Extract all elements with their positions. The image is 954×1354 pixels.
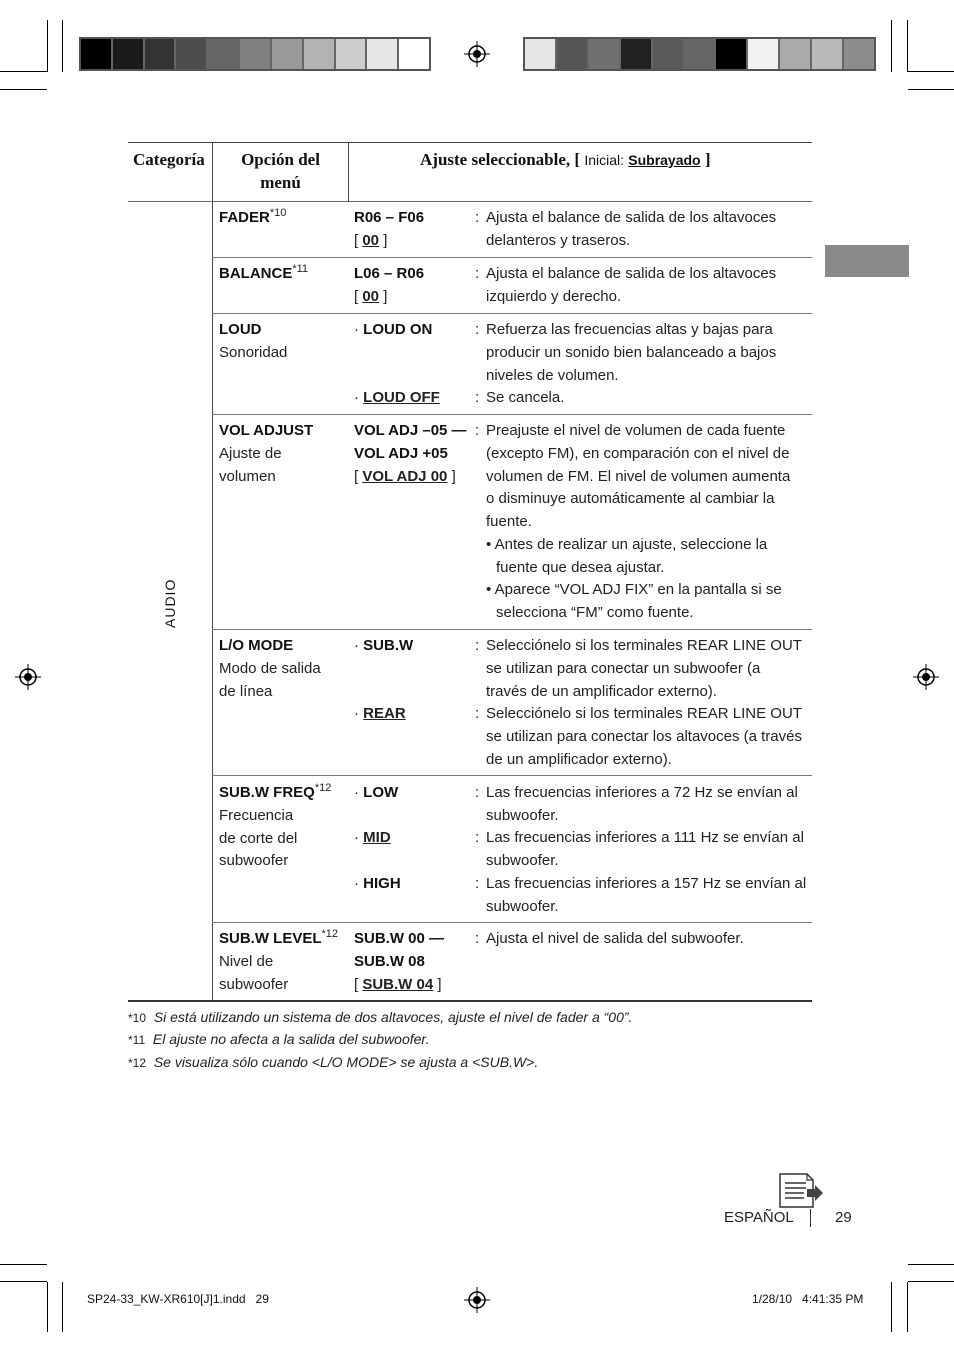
color-swatch	[272, 39, 304, 69]
table-top-border	[128, 142, 812, 143]
row-divider	[212, 922, 812, 923]
row-divider	[212, 257, 812, 258]
color-swatch	[145, 39, 177, 69]
low-description	[486, 782, 808, 828]
crop-mark	[908, 71, 954, 72]
option-subtitle: de corte del	[219, 829, 298, 847]
colon: :	[475, 705, 480, 722]
loud-off-option: · LOUD OFF	[354, 389, 440, 406]
desc-line: Las frecuencias inferiores a 157 Hz se envían al	[486, 875, 807, 892]
color-swatch	[589, 39, 621, 69]
column-divider	[348, 142, 349, 202]
setting-option: LOW	[363, 784, 399, 801]
option-name: SUB.W FREQ	[219, 784, 315, 801]
desc-line: Selecciónelo si los terminales REAR LINE OUT	[486, 705, 802, 722]
desc-line: volumen de FM. El nivel de volumen aumenta	[486, 467, 791, 485]
desc-line: o disminuye automáticamente al cambiar la	[486, 490, 775, 508]
option-subw-level	[219, 928, 338, 996]
option-subtitle: Modo de salida	[219, 659, 321, 677]
crop-mark	[908, 1264, 954, 1265]
color-swatch	[621, 39, 653, 69]
setting-default: 00	[362, 287, 380, 305]
option-subtitle: volumen	[219, 467, 276, 485]
crop-mark	[0, 1264, 47, 1265]
color-swatch	[685, 39, 717, 69]
header-initial-label: Inicial:	[584, 152, 624, 168]
row-divider	[212, 313, 812, 314]
option-subtitle: subwoofer	[219, 975, 289, 993]
desc-line: subwoofer.	[486, 897, 559, 915]
header-menu-option	[213, 150, 348, 193]
option-fader	[219, 207, 286, 230]
color-swatch	[81, 39, 113, 69]
colon: :	[475, 829, 480, 846]
language-label: ESPAÑOL	[724, 1209, 794, 1226]
rear-description	[486, 703, 808, 771]
setting-option: MID	[363, 829, 391, 846]
header-separator	[128, 201, 812, 202]
header-selectable-setting	[420, 150, 711, 170]
setting-range: SUB.W 08	[354, 952, 425, 970]
option-vol-adjust	[219, 420, 313, 488]
footnote-text: El ajuste no afecta a la salida del subwoofer.	[152, 1031, 430, 1047]
colon: :	[475, 930, 480, 947]
crop-mark	[0, 1281, 47, 1282]
option-subtitle: de línea	[219, 682, 273, 700]
setting-option: REAR	[363, 705, 406, 722]
footnote-mark: *12	[128, 1056, 147, 1070]
color-swatch	[525, 39, 557, 69]
row-divider	[212, 629, 812, 630]
footnote-mark: *10	[128, 1011, 147, 1025]
crop-mark	[62, 20, 63, 72]
desc-line: subwoofer.	[486, 851, 559, 869]
vol-adjust-description	[486, 420, 808, 534]
header-menu-option-line1: Opción del	[241, 150, 320, 169]
footnote-mark: *11	[292, 263, 309, 275]
bracket: ]	[451, 467, 456, 485]
desc-line: través de un amplificador externo).	[486, 682, 717, 700]
high-description	[486, 873, 808, 919]
bracket: ]	[383, 231, 388, 249]
fader-setting	[354, 207, 424, 253]
colon: :	[475, 637, 480, 654]
desc-line: niveles de volumen.	[486, 366, 619, 384]
balance-setting	[354, 263, 424, 309]
crop-mark	[47, 20, 48, 72]
colon: :	[475, 265, 480, 282]
option-subtitle: Frecuencia	[219, 806, 294, 824]
desc-line: de un amplificador externo).	[486, 750, 672, 768]
header-underlined-label: Subrayado	[628, 152, 701, 168]
crop-mark	[891, 1282, 892, 1332]
note-line: selecciona “FM” como fuente.	[496, 603, 694, 621]
subw-description	[486, 635, 808, 703]
note-line: Aparece “VOL ADJ FIX” en la pantalla si se	[494, 581, 782, 598]
desc-line: Se cancela.	[486, 389, 565, 406]
footnote-mark: *10	[269, 207, 287, 219]
setting-option: LOUD OFF	[363, 389, 440, 406]
high-option: · HIGH	[354, 875, 401, 892]
color-calibration-bar-right	[523, 37, 876, 71]
subw-option: · SUB.W	[354, 637, 414, 654]
option-subtitle: Sonoridad	[219, 343, 288, 361]
bracket: [	[354, 975, 359, 993]
desc-line: (excepto FM), en comparación con el nivel de	[486, 444, 790, 462]
desc-line: delanteros y traseros.	[486, 231, 631, 249]
option-subtitle: Nivel de	[219, 952, 274, 970]
registration-mark-icon	[913, 664, 939, 690]
mid-description	[486, 827, 808, 873]
loud-on-option: · LOUD ON	[354, 321, 433, 338]
registration-mark-icon	[464, 1287, 490, 1313]
column-divider	[212, 142, 213, 1000]
color-swatch	[367, 39, 399, 69]
footnote-mark: *12	[314, 782, 332, 794]
setting-range: R06 – F06	[354, 209, 425, 226]
bracket: [	[354, 231, 359, 249]
table-bottom-border	[128, 1000, 812, 1002]
option-balance	[219, 263, 308, 286]
option-name: LOUD	[219, 321, 262, 338]
setting-default: VOL ADJ 00	[362, 467, 448, 485]
row-divider	[212, 414, 812, 415]
loud-on-description	[486, 319, 808, 387]
option-name: VOL ADJUST	[219, 422, 314, 439]
setting-default: 00	[362, 231, 380, 249]
row-divider	[212, 775, 812, 776]
desc-line: izquierdo y derecho.	[486, 287, 622, 305]
desc-line: Refuerza las frecuencias altas y bajas para	[486, 321, 773, 338]
loud-off-description	[486, 387, 808, 410]
setting-option: LOUD ON	[363, 321, 433, 338]
color-calibration-bar-left	[79, 37, 431, 71]
crop-mark	[62, 1282, 63, 1332]
header-category: Categoría	[133, 150, 205, 169]
category-audio: AUDIO	[162, 578, 178, 628]
colon: :	[475, 209, 480, 226]
section-tab	[825, 245, 909, 277]
option-subtitle: subwoofer	[219, 852, 289, 870]
color-swatch	[812, 39, 844, 69]
registration-mark-icon	[15, 664, 41, 690]
option-name: FADER	[219, 209, 270, 226]
footnote	[128, 1009, 632, 1025]
header-menu-option-line2: menú	[260, 173, 301, 192]
desc-line: subwoofer.	[486, 806, 559, 824]
registration-mark-icon	[464, 41, 490, 67]
continue-document-icon	[777, 1172, 825, 1210]
color-swatch	[176, 39, 208, 69]
option-subtitle: Ajuste de	[219, 444, 282, 462]
footer-divider	[810, 1209, 811, 1227]
option-name: L/O MODE	[219, 637, 294, 654]
color-swatch	[336, 39, 368, 69]
crop-mark	[907, 20, 908, 72]
crop-mark	[0, 89, 47, 90]
crop-mark	[47, 1282, 48, 1332]
color-swatch	[653, 39, 685, 69]
setting-range: L06 – R06	[354, 265, 425, 282]
option-loud	[219, 319, 287, 365]
bracket: [	[354, 467, 359, 485]
color-swatch	[304, 39, 336, 69]
color-swatch	[240, 39, 272, 69]
note-line: Antes de realizar un ajuste, seleccione la	[494, 536, 768, 553]
option-name: SUB.W LEVEL	[219, 930, 322, 947]
desc-line: se utilizan para conectar un subwoofer (a	[486, 659, 761, 677]
colon: :	[475, 784, 480, 801]
setting-range: VOL ADJ –05 —	[354, 422, 467, 439]
desc-line: Ajusta el nivel de salida del subwoofer.	[486, 930, 744, 947]
option-subw-freq	[219, 782, 331, 873]
color-swatch	[780, 39, 812, 69]
option-name: BALANCE	[219, 265, 293, 282]
colon: :	[475, 875, 480, 892]
desc-line: se utilizan para conectar los altavoces (a través	[486, 727, 802, 745]
setting-range: SUB.W 00 —	[354, 930, 445, 947]
note-line: fuente que desea ajustar.	[496, 558, 665, 576]
colon: :	[475, 422, 480, 439]
color-swatch	[399, 39, 429, 69]
desc-line: Preajuste el nivel de volumen de cada fuente	[486, 422, 786, 439]
desc-line: Ajusta el balance de salida de los altavoces	[486, 209, 777, 226]
vol-adjust-note-2: • Aparece “VOL ADJ FIX” en la pantalla si se selecciona “FM” como fuente.	[486, 579, 806, 625]
colon: :	[475, 389, 480, 406]
color-swatch	[113, 39, 145, 69]
crop-mark	[908, 89, 954, 90]
crop-mark	[891, 20, 892, 72]
desc-line: Selecciónelo si los terminales REAR LINE OUT	[486, 637, 802, 654]
rear-option: · REAR	[354, 705, 406, 722]
mid-option: · MID	[354, 829, 391, 846]
color-swatch	[557, 39, 589, 69]
vol-adjust-setting	[354, 420, 467, 488]
bracket: [	[354, 287, 359, 305]
crop-mark	[908, 1281, 954, 1282]
file-name: SP24-33_KW-XR610[J]1.indd 29	[87, 1292, 269, 1306]
setting-option: HIGH	[363, 875, 401, 892]
subw-level-setting	[354, 928, 444, 996]
fader-description	[486, 207, 808, 253]
crop-mark	[907, 1282, 908, 1332]
low-option: · LOW	[354, 784, 399, 801]
subw-level-description	[486, 928, 808, 951]
bracket: ]	[437, 975, 442, 993]
header-close-bracket: ]	[704, 150, 711, 169]
desc-line: fuente.	[486, 513, 532, 531]
page-number: 29	[835, 1209, 852, 1226]
footnote	[128, 1031, 429, 1047]
color-swatch	[844, 39, 874, 69]
balance-description	[486, 263, 808, 309]
footnote-mark: *12	[321, 928, 339, 940]
desc-line: Ajusta el balance de salida de los altavoces	[486, 265, 777, 282]
crop-mark	[0, 71, 47, 72]
setting-range: VOL ADJ +05	[354, 444, 448, 462]
timestamp: 1/28/10 4:41:35 PM	[752, 1292, 864, 1306]
colon: :	[475, 321, 480, 338]
footnote	[128, 1054, 538, 1070]
header-setting-label: Ajuste seleccionable, [	[420, 150, 581, 169]
color-swatch	[748, 39, 780, 69]
footnote-mark: *11	[128, 1033, 146, 1047]
footnote-text: Se visualiza sólo cuando <L/O MODE> se ajusta a <SUB.W>.	[153, 1054, 539, 1070]
desc-line: Las frecuencias inferiores a 111 Hz se envían al	[486, 829, 804, 846]
bracket: ]	[383, 287, 388, 305]
desc-line: Las frecuencias inferiores a 72 Hz se envían al	[486, 784, 798, 801]
footnote-text: Si está utilizando un sistema de dos altavoces, ajuste el nivel de fader a “00”.	[153, 1009, 633, 1025]
desc-line: producir un sonido bien balanceado a bajos	[486, 343, 777, 361]
option-lo-mode	[219, 635, 321, 703]
color-swatch	[716, 39, 748, 69]
color-swatch	[208, 39, 240, 69]
setting-option: SUB.W	[363, 637, 414, 654]
vol-adjust-note-1: • Antes de realizar un ajuste, seleccione la fuente que desea ajustar.	[486, 534, 806, 580]
setting-default: SUB.W 04	[362, 975, 434, 993]
